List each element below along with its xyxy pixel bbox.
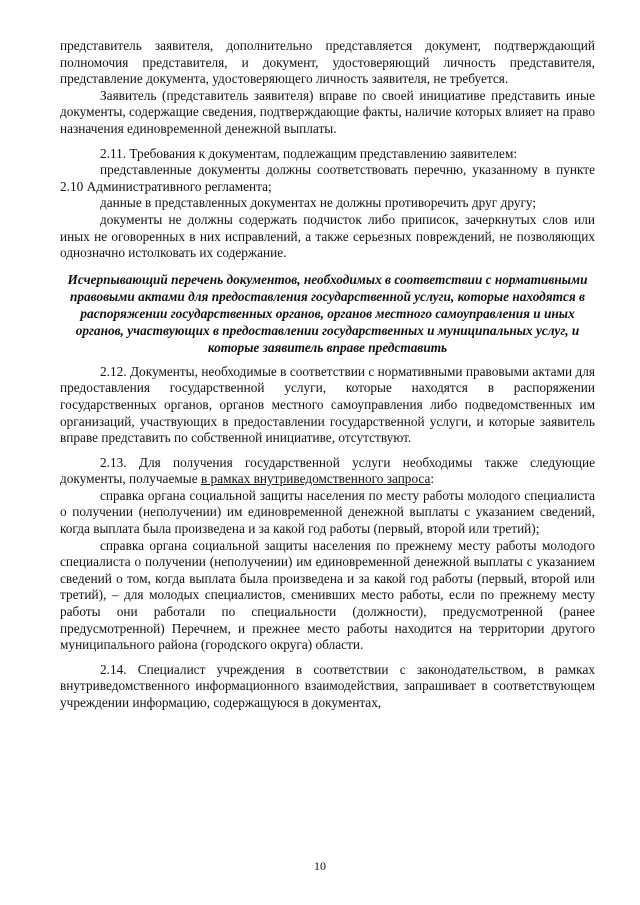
paragraph-2-13-text: 2.13. Для получения государственной услуги необходимы также следующие документы, получаемые [60,454,595,487]
paragraph-2-11-item-1: представленные документы должны соответствовать перечню, указанному в пункте 2.10 Административного регламента; [60,162,595,194]
paragraph-2-11-heading: 2.11. Требования к документам, подлежащим представлению заявителем: [100,145,518,161]
paragraph-2-13-item-1: справка органа социальной защиты населения по месту работы молодого специалиста о получении (неполучении) им единовременной денежной выплаты с указанием сведений, когда выплата была произведена и за какой год работы (первый, второй или третий); [60,487,595,537]
document-page [60,38,595,712]
page-number: 10 [314,859,326,873]
paragraph-2-13-item-2: справка органа социальной защиты населения по прежнему месту работы молодого специалиста о получении (неполучении) им единовременной денежной выплаты с указанием сведений о том, когда выплата была произведена и за какой год работы (первый, второй или третий), – для молодых специалистов, сменивших место работы, если по прежнему месту работы они работали по специальности (должности), предусмотренной (ранее предусмотренной) Перечнем, и прежнее место работы находится на территории другого муниципального района (городского округа) области. [60,537,595,653]
paragraph-2-13 [60,455,595,488]
paragraph-2-12: 2.12. Документы, необходимые в соответствии с нормативными правовыми актами для предоставления государственной услуги, которые находятся в распоряжении государственных органов, органов местного самоуправления либо подведомственных им организаций, участвующих в предоставлении государственной услуги, и которые заявитель вправе представить по собственной инициативе, отсутствуют. [60,363,595,446]
paragraph-2-14: 2.14. Специалист учреждения в соответствии с законодательством, в рамках внутриведомственного информационного взаимодействия, запрашивает в соответствующем учреждении информацию, содержащуюся в документах, [60,661,595,710]
paragraph-representative-documents: представитель заявителя, дополнительно представляется документ, подтверждающий полномочия представителя, и документ, удостоверяющий личность представителя, представление документа, удостоверяющего личность заявителя, не требуется. [60,38,595,87]
paragraph-2-11-item-2: данные в представленных документах не должны противоречить друг другу; [100,195,537,211]
paragraph-2-13-underlined: в рамках внутриведомственного запроса [200,471,431,487]
paragraph-2-11-item-3: документы не должны содержать подчисток либо приписок, зачеркнутых слов или иных не оговоренных в них исправлений, а также серьезных повреждений, не позволяющих однозначно истолковать их содержание. [60,211,595,261]
section-heading: Исчерпывающий перечень документов, необходимых в соответствии с нормативными правовыми актами для предоставления государственной услуги, которые находятся в распоряжении государственных органов, органов местного самоуправления и иных органов, участвующих в предоставлении государственных и муниципальных услуг, и которые заявитель вправе представить [67,271,588,355]
paragraph-2-13-colon: : [430,471,435,487]
paragraph-applicant-initiative: Заявитель (представитель заявителя) вправе по своей инициативе представить иные документы, содержащие сведения, подтверждающие факты, наличие которых влияет на право назначения единовременной денежной выплаты. [60,87,595,136]
